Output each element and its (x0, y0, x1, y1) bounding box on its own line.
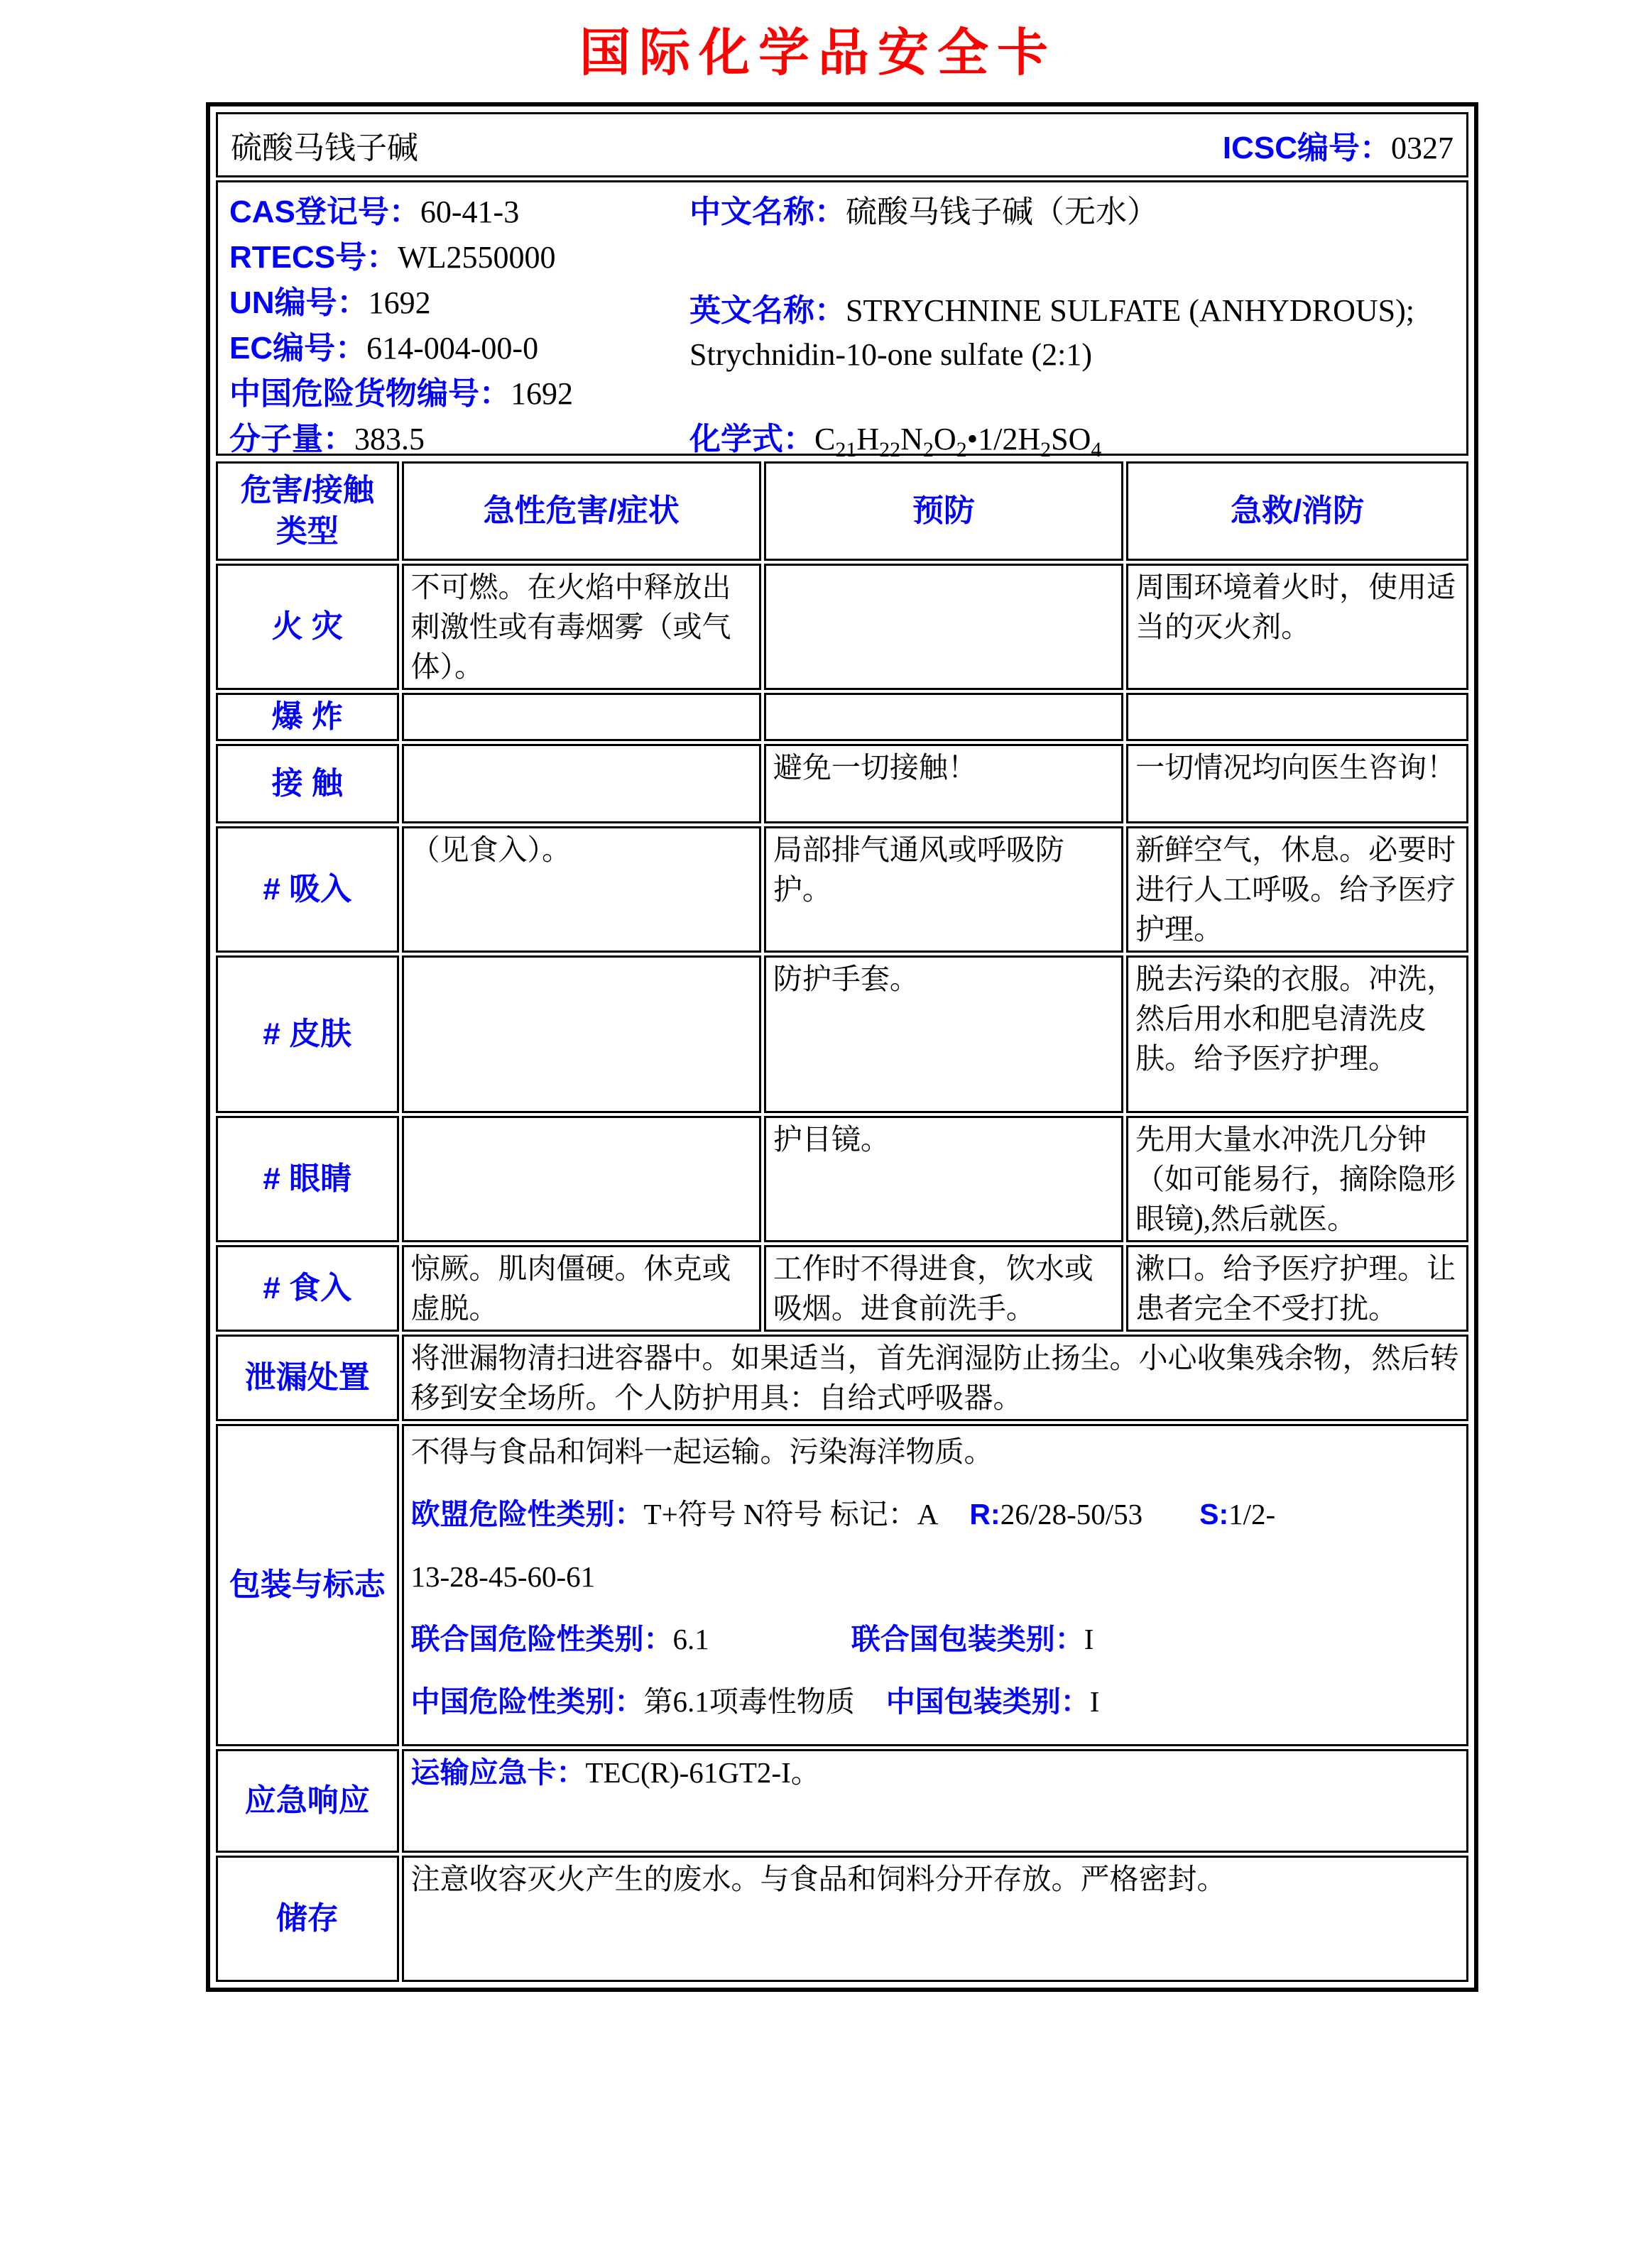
formula-label: 化学式： (689, 422, 814, 456)
r-phrases-value: 26/28-50/53 (1000, 1498, 1143, 1530)
row-eyes-firstaid: 先用大量水冲洗几分钟（如可能易行，摘除隐形眼镜),然后就医。 (1126, 1116, 1468, 1242)
cn-class-label: 中国危险性类别： (410, 1685, 644, 1718)
packaging-cn-classification (411, 1680, 1459, 1723)
ec-number-line (229, 326, 689, 371)
row-explosion (216, 693, 1468, 741)
transport-emergency-card-value: TEC(R)-61GT2-I。 (585, 1756, 820, 1789)
row-storage (216, 1856, 1468, 1982)
safety-card (206, 102, 1478, 1992)
chemical-header-row (216, 112, 1468, 177)
identification-right-column (689, 190, 1455, 461)
un-class-label: 联合国危险性类别： (410, 1623, 673, 1655)
row-ingestion-prevention: 工作时不得进食，饮水或吸烟。进食前洗手。 (764, 1245, 1123, 1332)
row-spill-label: 泄漏处置 (216, 1335, 399, 1421)
row-fire-symptoms: 不可燃。在火焰中释放出刺激性或有毒烟雾（或气体）。 (402, 564, 761, 690)
icsc-number-group (1223, 122, 1454, 168)
rtecs-number-label: RTECS号： (229, 240, 398, 275)
row-ingestion-label: # 食入 (216, 1245, 399, 1332)
chinese-name-label: 中文名称： (689, 195, 846, 229)
header-firstaid-firefighting: 急救/消防 (1126, 461, 1468, 561)
header-prevention: 预防 (764, 461, 1123, 561)
hazard-table-header-row (216, 461, 1468, 561)
china-dg-number-label: 中国危险货物编号： (229, 376, 511, 411)
row-fire-prevention (764, 564, 1123, 690)
ec-number-label: EC编号： (229, 331, 367, 366)
formula-line (689, 417, 1455, 473)
r-phrases-label: R: (969, 1498, 1000, 1530)
identification-block (216, 180, 1468, 461)
un-number-value: 1692 (368, 285, 431, 320)
row-inhalation (216, 826, 1468, 953)
eu-class-label: 欧盟危险性类别： (410, 1498, 644, 1530)
row-ingestion-symptoms: 惊厥。肌肉僵硬。休克或虚脱。 (402, 1245, 761, 1332)
english-name-line (689, 289, 1455, 377)
un-pack-group-label: 联合国包装类别： (851, 1623, 1084, 1655)
row-exposure (216, 744, 1468, 823)
english-name-value-1: STRYCHNINE SULFATE (ANHYDROUS); (846, 293, 1415, 328)
cas-number-line (229, 190, 689, 235)
icsc-number-value: 0327 (1391, 131, 1454, 165)
row-exposure-symptoms (402, 744, 761, 823)
english-name-label: 英文名称： (689, 293, 846, 328)
page-title: 国际化学品安全卡 (579, 25, 1057, 82)
ec-number-value: 614-004-00-0 (366, 331, 539, 366)
chinese-name-value: 硫酸马钱子碱（无水） (846, 195, 1158, 229)
english-name-value-2: Strychnidin-10-one sulfate (2:1) (689, 337, 1092, 372)
row-skin (216, 955, 1468, 1113)
chinese-name-line (689, 190, 1455, 235)
un-number-line (229, 280, 689, 326)
row-skin-firstaid: 脱去污染的衣服。冲洗，然后用水和肥皂清洗皮肤。给予医疗护理。 (1126, 955, 1468, 1113)
molecular-weight-value: 383.5 (354, 422, 425, 456)
hazard-table (213, 459, 1471, 1985)
row-ingestion-firstaid: 漱口。给予医疗护理。让患者完全不受打扰。 (1126, 1245, 1468, 1332)
row-fire-firstaid: 周围环境着火时，使用适当的灭火剂。 (1126, 564, 1468, 690)
header-acute-symptoms: 急性危害/症状 (402, 461, 761, 561)
cas-number-label: CAS登记号： (229, 195, 420, 229)
un-number-label: UN编号： (229, 285, 369, 320)
row-skin-label: # 皮肤 (216, 955, 399, 1113)
row-packaging-label: 包装与标志 (216, 1424, 399, 1746)
icsc-number-label: ICSC编号： (1222, 131, 1391, 165)
molecular-weight-label: 分子量： (229, 422, 354, 456)
molecular-weight-line (229, 417, 689, 462)
row-emergency-content (402, 1749, 1468, 1853)
row-explosion-firstaid (1126, 693, 1468, 741)
row-exposure-prevention: 避免一切接触！ (764, 744, 1123, 823)
chemical-name: 硫酸马钱子碱 (231, 131, 418, 165)
cn-class-value: 第6.1项毒性物质 (643, 1685, 855, 1718)
china-dg-number-value: 1692 (511, 376, 573, 411)
icsc-document (0, 11, 1636, 1992)
rtecs-number-value: WL2550000 (398, 240, 556, 275)
row-exposure-label: 接 触 (216, 744, 399, 823)
row-emergency-response (216, 1749, 1468, 1853)
row-eyes-label: # 眼睛 (216, 1116, 399, 1242)
row-skin-prevention: 防护手套。 (764, 955, 1123, 1113)
packaging-transport-note: 不得与食品和饲料一起运输。污染海洋物质。 (410, 1435, 993, 1468)
s-phrases-continuation: 13-28-45-60-61 (410, 1560, 596, 1593)
row-eyes-symptoms (402, 1116, 761, 1242)
packaging-eu-classification (411, 1493, 1459, 1535)
cn-pack-group-value: I (1089, 1685, 1100, 1718)
s-phrases-value: 1/2- (1228, 1498, 1276, 1530)
eu-class-value: T+符号 N符号 标记：A (643, 1498, 939, 1530)
row-spill-text: 将泄漏物清扫进容器中。如果适当，首先润湿防止扬尘。小心收集残余物，然后转移到安全场所。个人防护用具：自给式呼吸器。 (402, 1335, 1468, 1421)
row-inhalation-firstaid: 新鲜空气，休息。必要时进行人工呼吸。给予医疗护理。 (1126, 826, 1468, 953)
row-packaging-labelling (216, 1424, 1468, 1746)
row-fire (216, 564, 1468, 690)
row-ingestion (216, 1245, 1468, 1332)
row-explosion-label: 爆 炸 (216, 693, 399, 741)
un-class-value: 6.1 (672, 1623, 709, 1655)
row-storage-label: 储存 (216, 1856, 399, 1982)
s-phrases-label: S: (1199, 1498, 1229, 1530)
identification-left-column (229, 190, 689, 456)
china-dg-number-line (229, 371, 689, 417)
transport-emergency-card-label: 运输应急卡： (410, 1756, 586, 1789)
un-pack-group-value: I (1084, 1623, 1094, 1655)
header-hazard-type: 危害/接触 类型 (216, 461, 399, 561)
row-explosion-symptoms (402, 693, 761, 741)
cas-number-value: 60-41-3 (420, 195, 520, 229)
chemical-formula: $C_{21}H_{22}N_2O_2•1/2H_2SO_4$ (814, 422, 1102, 461)
row-storage-text: 注意收容灭火产生的废水。与食品和饲料分开存放。严格密封。 (402, 1856, 1468, 1982)
row-fire-label: 火 灾 (216, 564, 399, 690)
row-inhalation-symptoms: （见食入）。 (402, 826, 761, 953)
row-emergency-label: 应急响应 (216, 1749, 399, 1853)
row-skin-symptoms (402, 955, 761, 1113)
row-explosion-prevention (764, 693, 1123, 741)
cn-pack-group-label: 中国包装类别： (885, 1685, 1090, 1718)
row-eyes-prevention: 护目镜。 (764, 1116, 1123, 1242)
row-packaging-content (402, 1424, 1468, 1746)
rtecs-number-line (229, 235, 689, 280)
row-exposure-firstaid: 一切情况均向医生咨询！ (1126, 744, 1468, 823)
row-spill-disposal (216, 1335, 1468, 1421)
row-eyes (216, 1116, 1468, 1242)
row-inhalation-prevention: 局部排气通风或呼吸防护。 (764, 826, 1123, 953)
row-inhalation-label: # 吸入 (216, 826, 399, 953)
packaging-un-classification (411, 1618, 1459, 1660)
